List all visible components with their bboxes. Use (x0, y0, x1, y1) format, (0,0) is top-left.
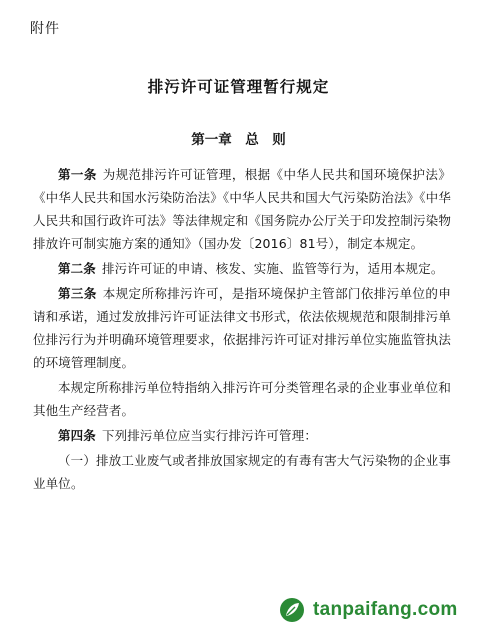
article-1 (33, 163, 451, 255)
article-2 (33, 257, 451, 280)
document-title: 排污许可证管理暂行规定 (147, 78, 330, 96)
article-2-text: 排污许可证的申请、核发、实施、监管等行为，适用本规定。 (101, 261, 444, 276)
article-3 (33, 282, 451, 374)
article-4-label: 第四条 (58, 428, 96, 443)
article-4-text: 下列排污单位应当实行排污许可管理： (101, 428, 318, 443)
document-body (33, 163, 451, 497)
article-1-label: 第一条 (58, 167, 97, 182)
article-3-label: 第三条 (58, 286, 97, 301)
article-1-text: 为规范排污许可证管理，根据《中华人民共和国环境保护法》《中华人民共和国水污染防治法》《中华人民共和国大气污染防治法》《中华人民共和国行政许可法》等法律规定和《国务院办公厅关于印发控制污染物排放许可制实施方案的通知》（国办发〔2016〕81号），制定本规定。 (33, 167, 451, 251)
article-2-label: 第二条 (58, 261, 96, 276)
article-4-item-1: （一）排放工业废气或者排放国家规定的有毒有害大气污染物的企业事业单位。 (33, 453, 451, 491)
article-3-paragraph-2: 本规定所称排污单位特指纳入排污许可分类管理名录的企业事业单位和其他生产经营者。 (33, 380, 451, 418)
article-4 (33, 424, 451, 447)
tanpaifang-leaf-logo-icon (279, 597, 305, 623)
site-watermark (279, 597, 458, 623)
article-3-text: 本规定所称排污许可，是指环境保护主管部门依排污单位的申请和承诺，通过发放排污许可证法律文书形式，依法依规规范和限制排污单位排污行为并明确环境管理要求，依据排污许可证对排污单位实施监管执法的环境管理制度。 (33, 286, 451, 370)
attachment-label: 附件 (30, 21, 60, 37)
watermark-text: tanpaifang.com (313, 599, 458, 620)
chapter-heading: 第一章 总 则 (191, 132, 286, 148)
